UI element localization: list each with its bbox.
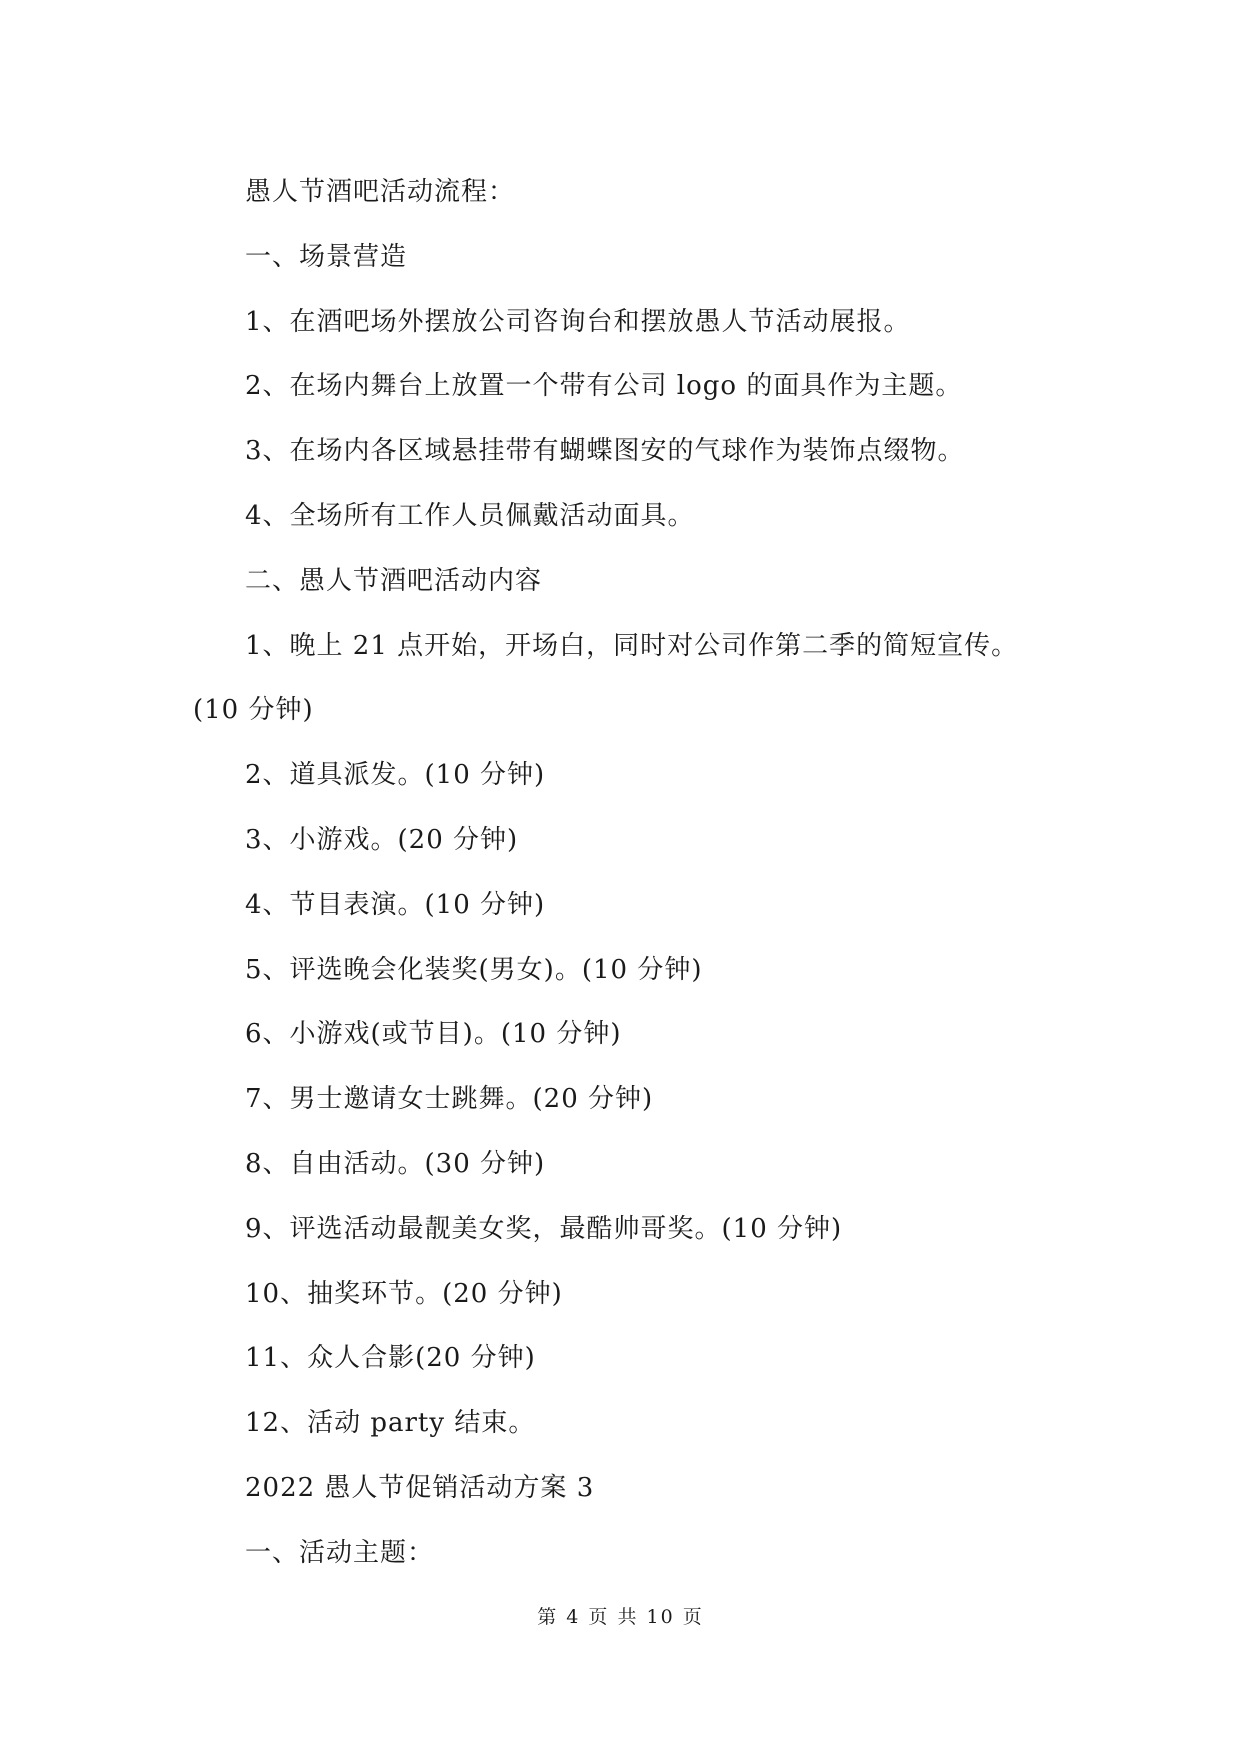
heading-activity-theme: 一、活动主题： [245,1537,435,1568]
paragraph: 3、小游戏。(20 分钟) [245,824,519,855]
paragraph: 8、自由活动。(30 分钟) [245,1148,546,1179]
paragraph: 6、小游戏(或节目)。(10 分钟) [245,1019,622,1050]
heading-scene-setup: 一、场景营造 [245,241,408,272]
paragraph: 1、在酒吧场外摆放公司咨询台和摆放愚人节活动展报。 [245,306,911,337]
page-number-footer: 第 4 页 共 10 页 [537,1606,704,1628]
paragraph: 1、晚上 21 点开始，开场白，同时对公司作第二季的简短宣传。 [245,630,1019,661]
paragraph: 2、在场内舞台上放置一个带有公司 logo 的面具作为主题。 [245,371,963,402]
paragraph: 7、男士邀请女士跳舞。(20 分钟) [245,1084,654,1115]
paragraph: 11、众人合影(20 分钟) [245,1343,536,1374]
paragraph: 3、在场内各区域悬挂带有蝴蝶图安的气球作为装饰点缀物。 [245,436,965,467]
paragraph: 9、评选活动最靓美女奖，最酷帅哥奖。(10 分钟) [245,1213,843,1244]
section-title: 愚人节酒吧活动流程： [245,177,516,207]
paragraph: 10、抽奖环节。(20 分钟) [245,1278,563,1309]
paragraph: 5、评选晚会化装奖(男女)。(10 分钟) [245,954,703,985]
heading-activity-content: 二、愚人节酒吧活动内容 [245,565,543,596]
paragraph: 12、活动 party 结束。 [245,1408,536,1439]
section-heading-plan: 2022 愚人节促销活动方案 3 [245,1472,595,1503]
paragraph-continuation: (10 分钟) [193,695,314,726]
paragraph: 4、节目表演。(10 分钟) [245,889,546,920]
paragraph: 2、道具派发。(10 分钟) [245,760,546,791]
paragraph: 4、全场所有工作人员佩戴活动面具。 [245,500,695,531]
document-body [193,160,1073,1586]
